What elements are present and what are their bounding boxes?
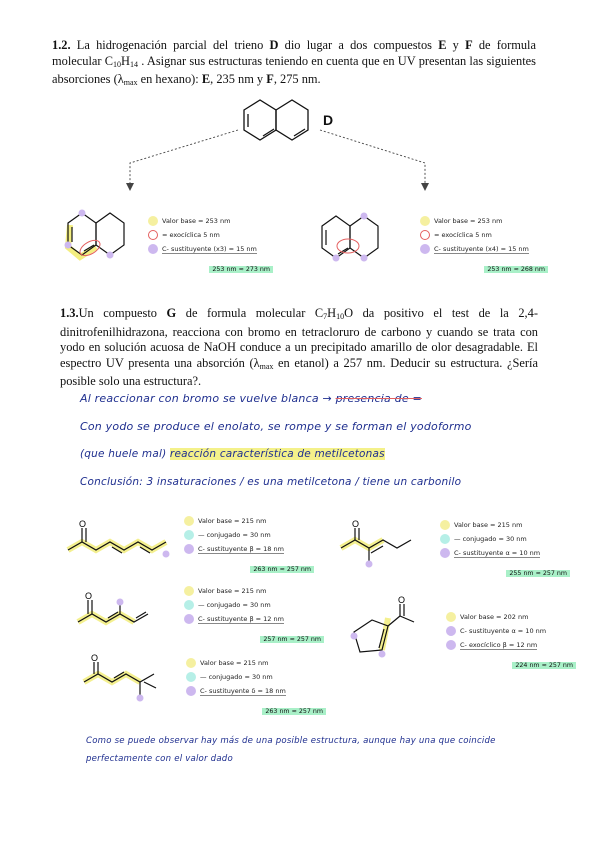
structure-1-notes: Valor base = 215 nm — conjugado = 30 nm C- sustituyente β = 18 nm 263 nm ≈ 257 nm [184,514,314,576]
compound-e-structure [60,205,150,275]
hand-final-1: Como se puede observar hay más de una posible estructura, aunque hay una que coincide [86,736,496,746]
svg-text:O: O [398,596,406,605]
hand-line-3: (que huele mal) reacción característica de metilcetonas [80,448,385,460]
structure-4-notes: Valor base = 202 nm C- sustituyente α = 10 nm C- exocíclico β = 12 nm 224 nm ≈ 257 nm [446,610,576,672]
hand-final-2: perfectamente con el valor dado [86,754,233,764]
label-d: D [323,112,334,128]
svg-text:O: O [79,519,87,529]
compound-f-notes: Valor base = 253 nm = exocíclica 5 nm C- sustituyente (x4) = 15 nm 253 nm ≈ 268 nm [420,214,548,276]
compound-e-notes: Valor base = 253 nm = exocíclica 5 nm C- sustituyente (x3) = 15 nm 253 nm ≈ 273 nm [148,214,273,276]
problem-1-3-text: 1.3.Un compuesto G de formula molecular $C_7H_{10}O$ da positivo el test de la 2,4-dinitrofenilhidrazona, reacciona con bromo en tetracloruro de carbono y cuando se trata con yodo en solución acuosa de NaOH conduce a un precipitado amarillo de olor desagradable. El espectro UV presenta una absorción ($\lambda_{max}$ en etanol) a 257 nm. Deducir su estructura. ¿Sería posible solo una estructura?. [60,306,538,389]
structure-3-notes: Valor base = 215 nm — conjugado = 30 nm C- sustituyente β = 12 nm 257 nm ≈ 257 nm [184,584,324,646]
problem-number: 1.2. [52,38,71,52]
structure-1 [58,518,183,578]
structure-5 [76,652,186,712]
structure-2 [333,518,433,578]
problem-number: 1.3. [60,306,79,320]
compound-f-structure [314,208,404,278]
hand-line-2: Con yodo se produce el enolato, se rompe y se forman el yodoformo [80,420,472,433]
reaction-arrows [120,125,440,195]
structure-3 [70,588,180,648]
problem-1-2-text: 1.2. La hidrogenación parcial del trieno D dio lugar a dos compuestos E y F de formula molecular $C_{10}H_{14}$ . Asignar sus estructuras teniendo en cuenta que en UV presentan las siguientes absorciones ($\lambda_{max}$ en hexano): E, 235 nm y F, 275 nm. [52,38,536,88]
structure-2-notes: Valor base = 215 nm — conjugado = 30 nm C- sustituyente α = 10 nm 255 nm ≈ 257 nm [440,518,570,580]
structure-4 [338,596,428,666]
svg-text:O: O [91,653,99,663]
hand-line-1: Al reaccionar con bromo se vuelve blanca → presencia de = [80,392,422,405]
hand-line-4: Conclusión: 3 insaturaciones / es una metilcetona / tiene un carbonilo [80,476,462,488]
svg-text:O: O [352,519,360,529]
structure-5-notes: Valor base = 215 nm — conjugado = 30 nm C- sustituyente δ = 18 nm 263 nm ≈ 257 nm [186,656,326,718]
svg-text:O: O [85,591,93,601]
